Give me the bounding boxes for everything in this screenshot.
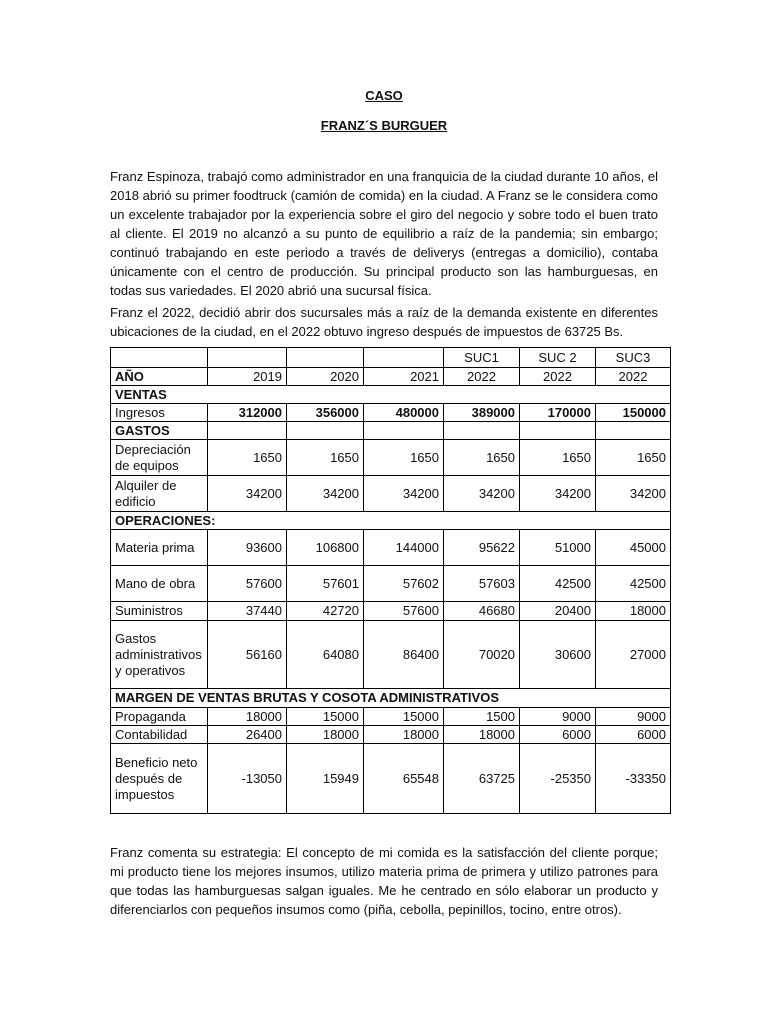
value-cell: 18000: [596, 602, 671, 621]
year-cell: 2022: [520, 368, 596, 386]
value-cell: 42500: [520, 566, 596, 602]
table-cell: [364, 422, 444, 440]
year-cell: 2019: [208, 368, 287, 386]
value-cell: 1650: [520, 440, 596, 476]
branch-header-cell: SUC1: [444, 348, 520, 368]
year-row: [111, 368, 671, 386]
value-cell: 15000: [287, 708, 364, 726]
section-row-operaciones: [111, 512, 671, 530]
value-cell: 57601: [287, 566, 364, 602]
case-heading: CASO: [365, 88, 403, 103]
value-cell: 9000: [520, 708, 596, 726]
value-cell: 86400: [364, 621, 444, 689]
value-cell: 34200: [287, 476, 364, 512]
row-label: Ingresos: [111, 404, 208, 422]
value-cell: 18000: [364, 726, 444, 744]
value-cell: 46680: [444, 602, 520, 621]
value-cell: 9000: [596, 708, 671, 726]
row-label: Alquiler de edificio: [111, 476, 208, 512]
value-cell: 42720: [287, 602, 364, 621]
table-row-suministros: [111, 602, 671, 621]
value-cell: 45000: [596, 530, 671, 566]
table-cell: [111, 348, 208, 368]
branch-header-cell: [287, 348, 364, 368]
value-cell: 63725: [444, 744, 520, 814]
value-cell: 34200: [596, 476, 671, 512]
branch-header-cell: [364, 348, 444, 368]
year-cell: 2022: [444, 368, 520, 386]
table-cell: [596, 422, 671, 440]
row-label: Suministros: [111, 602, 208, 621]
table-row-propaganda: [111, 708, 671, 726]
value-cell: 480000: [364, 404, 444, 422]
value-cell: 30600: [520, 621, 596, 689]
value-cell: 18000: [444, 726, 520, 744]
value-cell: 6000: [520, 726, 596, 744]
branch-header-cell: [208, 348, 287, 368]
value-cell: 150000: [596, 404, 671, 422]
row-label: Materia prima: [111, 530, 208, 566]
value-cell: 57602: [364, 566, 444, 602]
row-label: Contabilidad: [111, 726, 208, 744]
section-row-margen: [111, 689, 671, 708]
row-label: Beneficio neto después de impuestos: [111, 744, 208, 814]
value-cell: -13050: [208, 744, 287, 814]
value-cell: 1500: [444, 708, 520, 726]
value-cell: 18000: [287, 726, 364, 744]
value-cell: 1650: [364, 440, 444, 476]
value-cell: 356000: [287, 404, 364, 422]
value-cell: 26400: [208, 726, 287, 744]
second-paragraph: Franz el 2022, decidió abrir dos sucursales más a raíz de la demanda existente en diferentes ubicaciones de la ciudad, en el 2022 obtuvo ingreso después de impuestos de 63725 Bs.: [110, 305, 658, 339]
value-cell: 64080: [287, 621, 364, 689]
value-cell: 170000: [520, 404, 596, 422]
value-cell: 65548: [364, 744, 444, 814]
row-label: Mano de obra: [111, 566, 208, 602]
value-cell: 34200: [208, 476, 287, 512]
value-cell: -33350: [596, 744, 671, 814]
value-cell: 1650: [287, 440, 364, 476]
table-row-contabilidad: [111, 726, 671, 744]
section-label: MARGEN DE VENTAS BRUTAS Y COSOTA ADMINISTRATIVOS: [111, 689, 671, 708]
section-row-ventas: [111, 386, 671, 404]
value-cell: 20400: [520, 602, 596, 621]
table-row-ingresos: [111, 404, 671, 422]
year-cell: 2020: [287, 368, 364, 386]
value-cell: 42500: [596, 566, 671, 602]
value-cell: 1650: [444, 440, 520, 476]
section-label: OPERACIONES:: [111, 512, 671, 530]
table-cell: [520, 422, 596, 440]
value-cell: 56160: [208, 621, 287, 689]
value-cell: 1650: [208, 440, 287, 476]
table-cell: [208, 422, 287, 440]
table-row-beneficio: [111, 744, 671, 814]
value-cell: 18000: [208, 708, 287, 726]
value-cell: 37440: [208, 602, 287, 621]
value-cell: 1650: [596, 440, 671, 476]
value-cell: 95622: [444, 530, 520, 566]
table-row-mano-obra: [111, 566, 671, 602]
value-cell: 6000: [596, 726, 671, 744]
value-cell: 106800: [287, 530, 364, 566]
intro-paragraph: Franz Espinoza, trabajó como administrador en una franquicia de la ciudad durante 10 años, el 2018 abrió su primer foodtruck (camión de comida) en la ciudad. A Franz se le considera como un excelente trabajador por la experiencia sobre el giro del negocio y sobre todo el buen trato al cliente. El 2019 no alcanzó a su punto de equilibrio a raíz de la pandemia; sin embargo; continuó trabajando en este periodo a través de deliverys (entregas a domicilio), contaba únicamente con el centro de producción. Su principal producto son las hamburguesas, en todas sus variedades. El 2020 abrió una sucursal física.: [110, 169, 658, 298]
section-label: GASTOS: [111, 422, 208, 440]
table-row-materia-prima: [111, 530, 671, 566]
value-cell: 27000: [596, 621, 671, 689]
document-title: FRANZ´S BURGUER: [320, 118, 448, 133]
table-row-depreciacion: [111, 440, 671, 476]
row-label: Depreciación de equipos: [111, 440, 208, 476]
table-row-alquiler: [111, 476, 671, 512]
branch-header-cell: SUC 2: [520, 348, 596, 368]
value-cell: 15000: [364, 708, 444, 726]
value-cell: 34200: [520, 476, 596, 512]
closing-paragraph: Franz comenta su estrategia: El concepto de mi comida es la satisfacción del cliente porque; mi producto tiene los mejores insumos, utilizo materia prima de primera y utilizo patrones para que todas las hamburguesas salgan iguales. Me he centrado en sólo elaborar un producto y diferenciarlos con pequeños insumos como (piña, cebolla, pepinillos, tocino, entre otros).: [110, 845, 658, 917]
value-cell: -25350: [520, 744, 596, 814]
year-cell: 2021: [364, 368, 444, 386]
financial-table: [110, 347, 671, 814]
value-cell: 57603: [444, 566, 520, 602]
row-label: Gastos administrativos y operativos: [111, 621, 208, 689]
table-row-gastos-admin: [111, 621, 671, 689]
value-cell: 70020: [444, 621, 520, 689]
branch-header-cell: SUC3: [596, 348, 671, 368]
section-row-gastos: [111, 422, 671, 440]
table-cell: [287, 422, 364, 440]
year-label: AÑO: [111, 368, 208, 386]
value-cell: 389000: [444, 404, 520, 422]
section-label: VENTAS: [111, 386, 671, 404]
year-cell: 2022: [596, 368, 671, 386]
value-cell: 34200: [444, 476, 520, 512]
value-cell: 93600: [208, 530, 287, 566]
value-cell: 57600: [208, 566, 287, 602]
value-cell: 312000: [208, 404, 287, 422]
value-cell: 34200: [364, 476, 444, 512]
row-label: Propaganda: [111, 708, 208, 726]
value-cell: 15949: [287, 744, 364, 814]
value-cell: 144000: [364, 530, 444, 566]
value-cell: 57600: [364, 602, 444, 621]
branch-header-row: [111, 348, 671, 368]
table-cell: [444, 422, 520, 440]
value-cell: 51000: [520, 530, 596, 566]
